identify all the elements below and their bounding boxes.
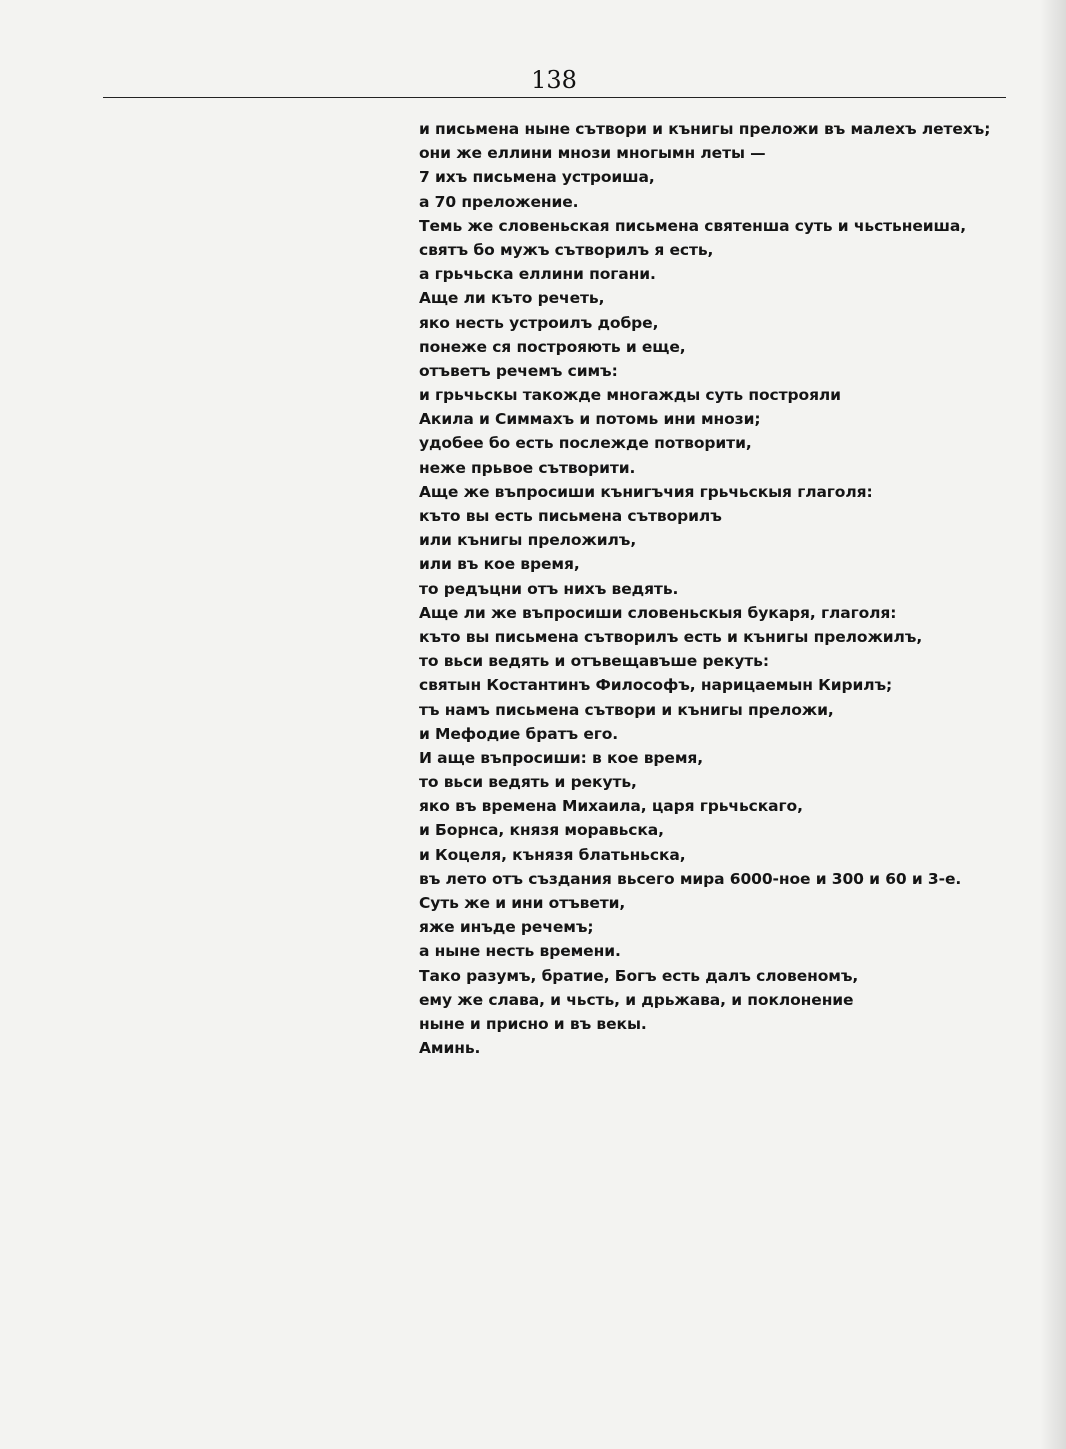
- text-line: къто вы есть письмена сътворилъ: [419, 507, 722, 525]
- text-line: 7 ихъ письмена устроиша,: [419, 168, 655, 187]
- page-edge-shadow: [1040, 0, 1066, 1449]
- text-line: они же еллини мнози многымн леты —: [419, 144, 766, 163]
- text-line: и грьчьскы такожде многажды суть построяли: [419, 386, 841, 405]
- text-line: яко несть устроилъ добре,: [419, 313, 659, 332]
- text-line: ему же слава, и чьсть, и дрьжава, и поклонение: [419, 990, 854, 1009]
- text-line: ныне и присно и въ векы.: [419, 1014, 647, 1033]
- text-block: [419, 117, 1019, 1060]
- text-line: Аще ли къто речеть,: [419, 289, 605, 308]
- text-line: понеже ся построяють и еще,: [419, 337, 686, 356]
- text-line: святын Костантинъ Философъ, нарицаемын Кирилъ;: [419, 676, 893, 695]
- text-line: въ лето отъ създания вьсего мира 6000-ное и 300 и 60 и 3-е.: [419, 869, 962, 888]
- text-line: или въ кое время,: [419, 555, 580, 574]
- text-line: или кънигы преложилъ,: [419, 531, 637, 550]
- text-line: къто вы письмена сътворилъ есть и кънигы преложилъ,: [419, 627, 923, 646]
- text-line: неже прьвое сътворити.: [419, 458, 636, 477]
- text-line: удобее бо есть послежде потворити,: [419, 434, 752, 453]
- text-line: Аминь.: [419, 1039, 481, 1058]
- page-number: 138: [531, 66, 577, 94]
- text-line: и Мефодие братъ его.: [419, 724, 619, 743]
- text-line: Аще ли же въпросиши словеньскыя букаря, глаголя:: [419, 603, 897, 622]
- text-line: то вьси ведять и отъвещавъше рекуть:: [419, 652, 769, 671]
- text-line: а ныне несть времени.: [419, 942, 621, 961]
- text-line: святъ бо мужъ сътворилъ я есть,: [419, 240, 714, 259]
- text-line: то вьси ведять и рекуть,: [419, 773, 637, 792]
- text-line: Суть же и ини отъвети,: [419, 894, 626, 912]
- text-line: а 70 преложение.: [419, 192, 579, 211]
- text-line: яко въ времена Михаила, царя грьчьскаго,: [419, 797, 803, 816]
- text-line: Тако разумъ, братие, Богъ есть далъ словеномъ,: [419, 966, 859, 985]
- text-line: а грьчьска еллини погани.: [419, 265, 656, 284]
- text-line: отъветъ речемъ симъ:: [419, 361, 618, 380]
- text-line: яже инъде речемъ;: [419, 918, 594, 937]
- text-line: Аще же въпросиши кънигъчия грьчьскыя глаголя:: [419, 482, 873, 501]
- header-rule: [103, 97, 1006, 98]
- text-line: то редъцни отъ нихъ ведять.: [419, 579, 679, 598]
- text-line: Темь же словеньская письмена святенша суть и чьстьнеиша,: [419, 216, 967, 235]
- text-line: тъ намъ письмена сътвори и кънигы преложи,: [419, 700, 834, 719]
- text-line: и Борнса, князя моравьска,: [419, 821, 664, 840]
- text-line: Акила и Симмахъ и потомь ини мнози;: [419, 410, 761, 429]
- text-line: и письмена ныне сътвори и кънигы преложи въ малехъ летехъ;: [419, 120, 991, 138]
- text-line: и Коцеля, кънязя блатьньска,: [419, 845, 686, 864]
- text-line: И аще въпросиши: в кое время,: [419, 748, 704, 767]
